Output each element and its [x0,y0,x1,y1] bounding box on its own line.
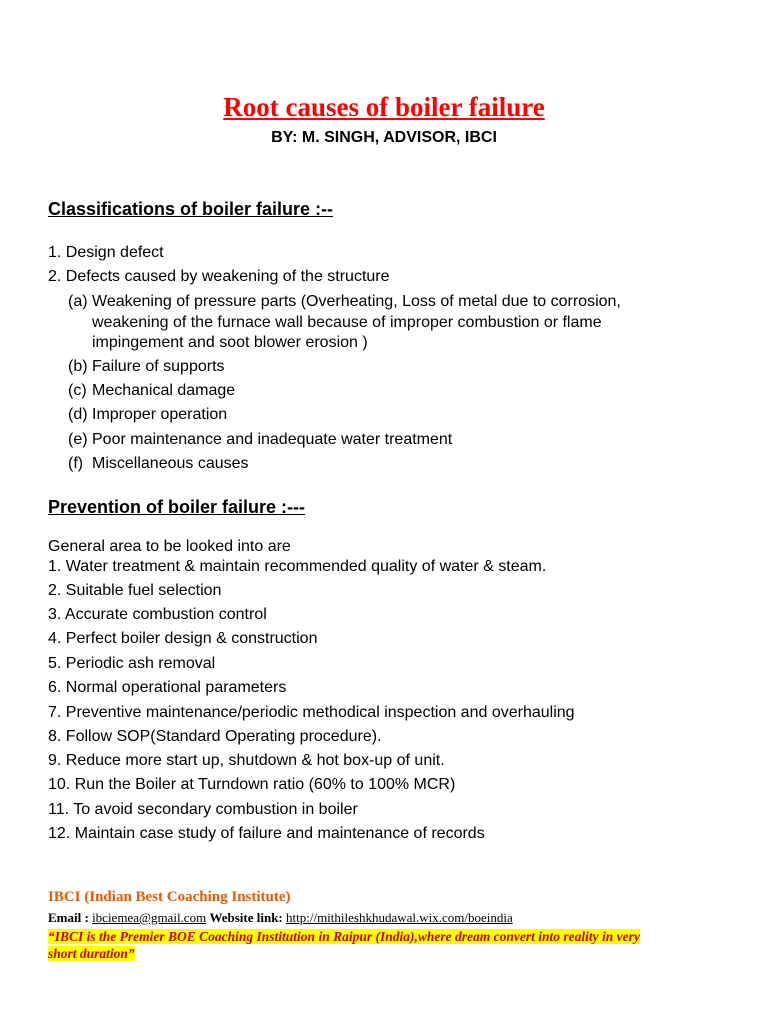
subitem-marker: (f) [68,455,84,472]
contact-line [48,910,513,926]
subitem-marker: (d) [68,406,88,423]
prevention-item: 7. Preventive maintenance/periodic methodical inspection and overhauling [48,704,575,721]
subitem-text: Mechanical damage [92,382,236,399]
subitem-text: Weakening of pressure parts (Overheating, Loss of metal due to corrosion, [92,293,621,310]
institute-name: IBCI (Indian Best Coaching Institute) [48,889,291,905]
prevention-heading: Prevention of boiler failure :--- [48,497,306,517]
email-label: Email : [48,910,89,925]
email-link[interactable]: ibciemea@gmail.com [92,910,207,925]
prevention-item: 12. Maintain case study of failure and maintenance of records [48,825,485,842]
subitem-text: Poor maintenance and inadequate water treatment [92,431,453,448]
subitem-marker: (e) [68,431,88,448]
prevention-item: 11. To avoid secondary combustion in boiler [48,801,358,818]
subitem-text: Miscellaneous causes [92,455,249,472]
subitem-marker: (a) [68,293,88,310]
classifications-heading: Classifications of boiler failure :-- [48,199,334,219]
classification-item: 1. Design defect [48,244,164,261]
document-title: Root causes of boiler failure [223,92,545,122]
subitem-marker: (b) [68,358,88,375]
subitem-text: impingement and soot blower erosion ) [92,334,368,351]
website-link[interactable]: http://mithileshkhudawal.wix.com/boeindia [286,910,513,925]
subitem-marker: (c) [68,382,87,399]
prevention-item: 3. Accurate combustion control [48,606,267,623]
website-label: Website link: [209,910,283,925]
prevention-item: 6. Normal operational parameters [48,679,287,696]
author-byline: BY: M. SINGH, ADVISOR, IBCI [271,129,497,146]
classification-item: 2. Defects caused by weakening of the structure [48,268,390,285]
subitem-text: Improper operation [92,406,228,423]
prevention-intro: General area to be looked into are [48,538,291,555]
prevention-item: 9. Reduce more start up, shutdown & hot box-up of unit. [48,752,445,769]
tagline-line: short duration” [48,946,135,961]
subitem-text: weakening of the furnace wall because of improper combustion or flame [92,314,602,331]
tagline-line: “IBCI is the Premier BOE Coaching Institution in Raipur (India),where dream convert into reality in very [48,929,640,944]
prevention-item: 5. Periodic ash removal [48,655,216,672]
prevention-item: 1. Water treatment & maintain recommended quality of water & steam. [48,558,547,575]
prevention-item: 10. Run the Boiler at Turndown ratio (60% to 100% MCR) [48,776,456,793]
tagline-quote [48,928,718,962]
prevention-item: 8. Follow SOP(Standard Operating procedure). [48,728,382,745]
prevention-item: 4. Perfect boiler design & construction [48,630,318,647]
subitem-text: Failure of supports [92,358,225,375]
prevention-item: 2. Suitable fuel selection [48,582,222,599]
